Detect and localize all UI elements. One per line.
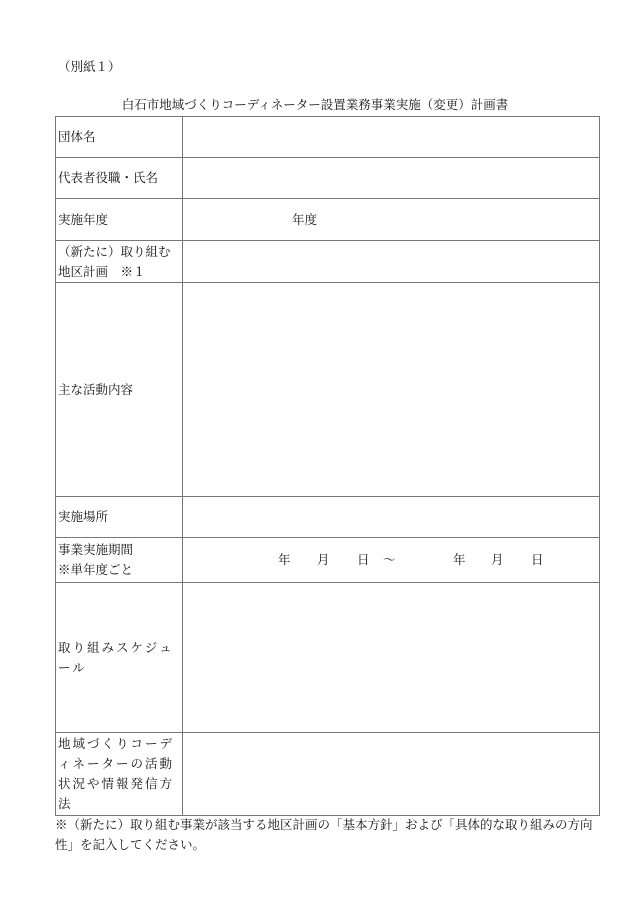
- row-group-name: [56, 117, 600, 158]
- label-representative: 代表者役職・氏名: [56, 158, 183, 199]
- row-schedule: [56, 583, 600, 733]
- field-schedule[interactable]: [183, 583, 600, 733]
- label-period-main: 事業実施期間: [58, 542, 134, 557]
- period-separator: 〜: [383, 552, 396, 567]
- end-day: 日: [531, 552, 544, 567]
- start-month: 月: [317, 552, 330, 567]
- label-location: 実施場所: [56, 497, 183, 538]
- row-coordinator-activity: [56, 733, 600, 816]
- end-year: 年: [453, 552, 466, 567]
- start-day: 日: [357, 552, 370, 567]
- row-representative: [56, 158, 600, 199]
- label-coordinator-activity: 地域づくりコーディネーターの活動状況や情報発信方法: [56, 733, 183, 816]
- field-period[interactable]: [183, 538, 600, 583]
- field-location[interactable]: [183, 497, 600, 538]
- end-month: 月: [491, 552, 504, 567]
- field-district-plan[interactable]: [183, 241, 600, 283]
- attachment-label: （別紙１）: [58, 59, 121, 74]
- row-main-activities: [56, 283, 600, 497]
- label-period: [56, 538, 183, 583]
- field-fiscal-year[interactable]: [183, 199, 600, 241]
- plan-form-table: [55, 116, 600, 816]
- document-title: 白石市地域づくりコーディネーター設置業務事業実施（変更）計画書: [121, 97, 509, 112]
- field-coordinator-activity[interactable]: [183, 733, 600, 816]
- fiscal-year-suffix: 年度: [292, 211, 318, 227]
- label-fiscal-year: 実施年度: [56, 199, 183, 241]
- label-group-name: 団体名: [56, 117, 183, 158]
- start-year: 年: [278, 552, 291, 567]
- row-district-plan: [56, 241, 600, 283]
- row-period: [56, 538, 600, 583]
- field-main-activities[interactable]: [183, 283, 600, 497]
- field-representative[interactable]: [183, 158, 600, 199]
- label-period-note: ※単年度ごと: [58, 562, 134, 577]
- row-fiscal-year: [56, 199, 600, 241]
- field-group-name[interactable]: [183, 117, 600, 158]
- label-schedule: 取り組みスケジュール: [56, 583, 183, 733]
- row-location: [56, 497, 600, 538]
- label-district-plan: （新たに）取り組む地区計画 ※１: [56, 241, 183, 283]
- label-main-activities: 主な活動内容: [56, 283, 183, 497]
- footnote: ※（新たに）取り組む事業が該当する地区計画の「基本方針」および「具体的な取り組みの方向性」を記入してください。: [55, 817, 593, 852]
